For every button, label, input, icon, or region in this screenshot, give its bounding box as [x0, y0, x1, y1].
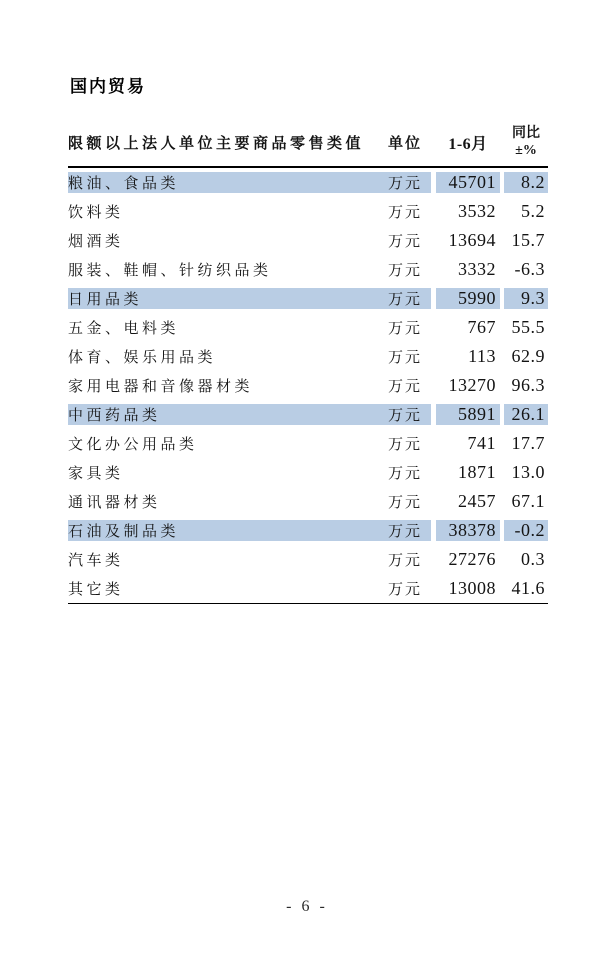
cell-yoy: 17.7: [500, 433, 548, 454]
cell-category-name: 家用电器和音像器材类: [68, 379, 254, 395]
table-row: [68, 197, 548, 226]
cell-yoy: 13.0: [500, 462, 548, 483]
table-row: [68, 313, 548, 342]
cell-value: 13008: [431, 578, 500, 599]
header-yoy-line2: ±%: [515, 143, 537, 158]
cell-value: 27276: [431, 549, 500, 570]
cell-unit: 万元: [387, 350, 422, 366]
cell-yoy: 41.6: [500, 578, 548, 599]
cell-value: 13270: [431, 375, 500, 396]
table-row: [68, 574, 548, 603]
cell-yoy: 15.7: [500, 230, 548, 251]
cell-category-name: 饮料类: [68, 205, 124, 221]
cell-unit: 万元: [379, 288, 431, 309]
cell-category-name: 通讯器材类: [68, 495, 161, 511]
cell-yoy: 55.5: [500, 317, 548, 338]
cell-category-name: 体育、娱乐用品类: [68, 350, 217, 366]
cell-unit: 万元: [387, 495, 422, 511]
cell-category-name: 五金、电料类: [68, 321, 180, 337]
cell-value: 3532: [431, 201, 500, 222]
cell-yoy: 9.3: [500, 288, 548, 309]
cell-category-name: 家具类: [68, 466, 124, 482]
cell-category-name: 其它类: [68, 582, 124, 598]
cell-category-name: 服装、鞋帽、针纺织品类: [68, 263, 272, 279]
cell-category-name: 粮油、食品类: [68, 172, 379, 193]
retail-categories-table: [68, 118, 548, 604]
table-row: [68, 487, 548, 516]
cell-unit: 万元: [387, 205, 422, 221]
cell-unit: 万元: [387, 553, 422, 569]
cell-category-name: 文化办公用品类: [68, 437, 198, 453]
cell-yoy: 0.3: [500, 549, 548, 570]
cell-unit: 万元: [387, 263, 422, 279]
header-category-name: 限额以上法人单位主要商品零售类值: [68, 135, 365, 152]
cell-unit: 万元: [387, 437, 422, 453]
cell-value: 5990: [431, 288, 500, 309]
cell-unit: 万元: [379, 520, 431, 541]
cell-yoy: 5.2: [500, 201, 548, 222]
cell-yoy: 67.1: [500, 491, 548, 512]
cell-category-name: 石油及制品类: [68, 520, 379, 541]
page-number: - 6 -: [286, 898, 328, 915]
cell-value: 13694: [431, 230, 500, 251]
table-row: [68, 545, 548, 574]
cell-unit: 万元: [387, 379, 422, 395]
cell-unit: 万元: [387, 321, 422, 337]
table-body: [68, 168, 548, 604]
header-unit: 单位: [387, 135, 422, 152]
cell-category-name: 汽车类: [68, 553, 124, 569]
cell-value: 741: [431, 433, 500, 454]
cell-category-name: 中西药品类: [68, 404, 379, 425]
table-row: [68, 284, 548, 313]
cell-yoy: 8.2: [500, 172, 548, 193]
table-row: [68, 255, 548, 284]
table-row: [68, 342, 548, 371]
cell-category-name: 日用品类: [68, 288, 379, 309]
cell-unit: 万元: [387, 582, 422, 598]
header-yoy: [500, 125, 548, 160]
header-period: 1-6月: [431, 131, 500, 154]
section-title: 国内贸易: [70, 77, 146, 96]
table-row: [68, 516, 548, 545]
cell-unit: 万元: [379, 404, 431, 425]
cell-unit: 万元: [387, 234, 422, 250]
cell-value: 3332: [431, 259, 500, 280]
cell-value: 5891: [431, 404, 500, 425]
cell-yoy: 96.3: [500, 375, 548, 396]
cell-yoy: 26.1: [500, 404, 548, 425]
cell-value: 767: [431, 317, 500, 338]
cell-value: 113: [431, 346, 500, 367]
table-header-row: [68, 118, 548, 168]
table-row: [68, 371, 548, 400]
table-row: [68, 400, 548, 429]
table-row: [68, 458, 548, 487]
table-row: [68, 226, 548, 255]
cell-unit: 万元: [387, 466, 422, 482]
table-row: [68, 429, 548, 458]
cell-value: 1871: [431, 462, 500, 483]
cell-unit: 万元: [379, 172, 431, 193]
cell-value: 2457: [431, 491, 500, 512]
cell-yoy: -0.2: [500, 520, 548, 541]
cell-yoy: 62.9: [500, 346, 548, 367]
cell-yoy: -6.3: [500, 259, 548, 280]
header-yoy-line1: 同比: [512, 125, 540, 141]
cell-value: 38378: [431, 520, 500, 541]
cell-category-name: 烟酒类: [68, 234, 124, 250]
cell-value: 45701: [431, 172, 500, 193]
table-row: [68, 168, 548, 197]
